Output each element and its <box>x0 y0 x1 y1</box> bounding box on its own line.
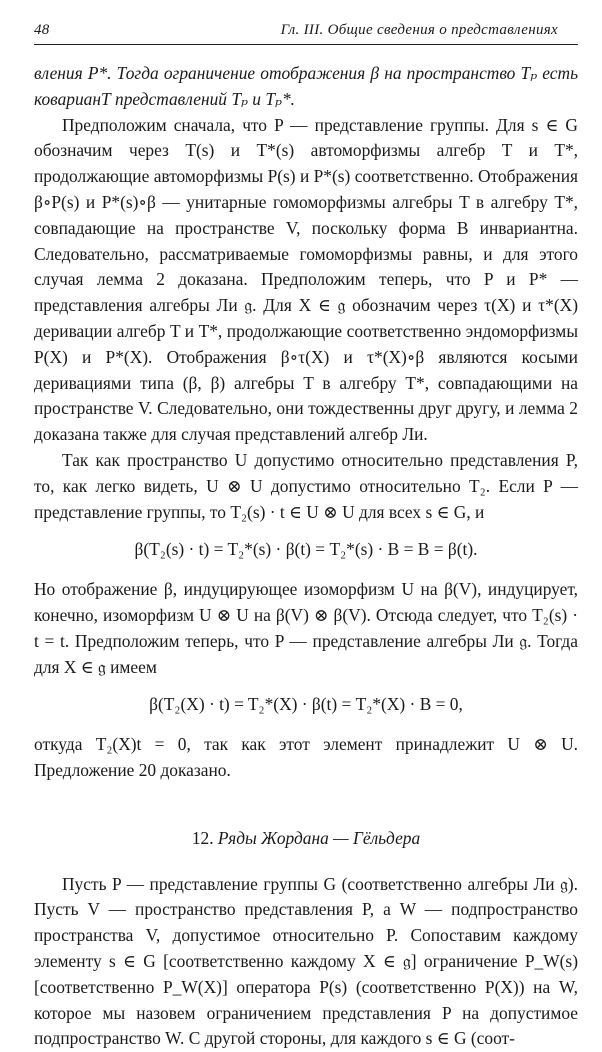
paragraph-conclusion: откуда T₂(X)t = 0, так как этот элемент принадлежит U ⊗ U. Предложение 20 доказано. <box>34 734 578 780</box>
equation-group: β(T₂(s) · t) = T₂*(s) · β(t) = T₂*(s) · B = B = β(t). <box>134 539 478 560</box>
running-title: Гл. III. Общие сведения о представлениях <box>280 22 558 38</box>
page-number: 48 <box>34 22 50 38</box>
section-heading <box>34 826 578 852</box>
book-page <box>34 22 578 1052</box>
page-header <box>34 22 578 45</box>
paragraph-restriction: Пусть P — представление группы G (соответственно алгебры Ли 𝔤). Пусть V — пространство представления P, а W — подпространство пространства V, допустимое относительно P. Сопоставим каждому элементу s ∈ G [соответственно каждому X ∈ 𝔤] ограничение P_W(s) [соответственно P_W(X)] оператора P(s) (соответственно P(X)) на W, которое мы назовем ограничением представления P на допустимое подпространство W. С другой стороны, для каждого s ∈ G (соот- <box>34 873 578 1049</box>
paragraph-continued: вления P*. Тогда ограничение отображения β на пространство Tₚ есть коварианТ представлений Tₚ и Tₚ*. <box>34 63 578 109</box>
section-number: 12. <box>191 827 214 848</box>
page-body <box>34 61 578 1052</box>
section-title: Ряды Жордана — Гёльдера <box>217 827 421 848</box>
paragraph-isomorphism: Но отображение β, индуцирующее изоморфизм U на β(V), индуцирует, конечно, изоморфизм U ⊗ U на β(V) ⊗ β(V). Отсюда следует, что T₂(s) · t = t. Предположим теперь, что P — представление алгебры Ли 𝔤. Тогда для X ∈ 𝔤 имеем <box>34 579 578 677</box>
equation-lie-algebra: β(T₂(X) · t) = T₂*(X) · β(t) = T₂*(X) · B = 0, <box>149 694 463 715</box>
paragraph-admissible: Так как пространство U допустимо относительно представления P, то, как легко видеть, U ⊗ U допустимо относительно T₂. Если P — представление группы, то T₂(s) · t ∈ U ⊗ U для всех s ∈ G, и <box>34 449 578 522</box>
paragraph-lemma-proof: Предположим сначала, что P — представление группы. Для s ∈ G обозначим через T(s) и T*(s) автоморфизмы алгебр T и T*, продолжающие автоморфизмы P(s) и P*(s) соответственно. Отображения β∘P(s) и P*(s)∘β — унитарные гомоморфизмы алгебры T в алгебру T*, совпадающие на пространстве V, поскольку форма B инвариантна. Следовательно, рассматриваемые гомоморфизмы равны, и для этого случая лемма 2 доказана. Предположим теперь, что P и P* — представления алгебры Ли 𝔤. Для X ∈ 𝔤 обозначим через τ(X) и τ*(X) деривации алгебр T и T*, продолжающие соответственно эндоморфизмы P(X) и P*(X). Отображения β∘τ(X) и τ*(X)∘β являются косыми деривациями типа (β, β) алгебры T в алгебру T*, совпадающими на пространстве V. Следовательно, они тождественны друг другу, и лемма 2 доказана также для случая представлений алгебр Ли. <box>34 114 578 445</box>
